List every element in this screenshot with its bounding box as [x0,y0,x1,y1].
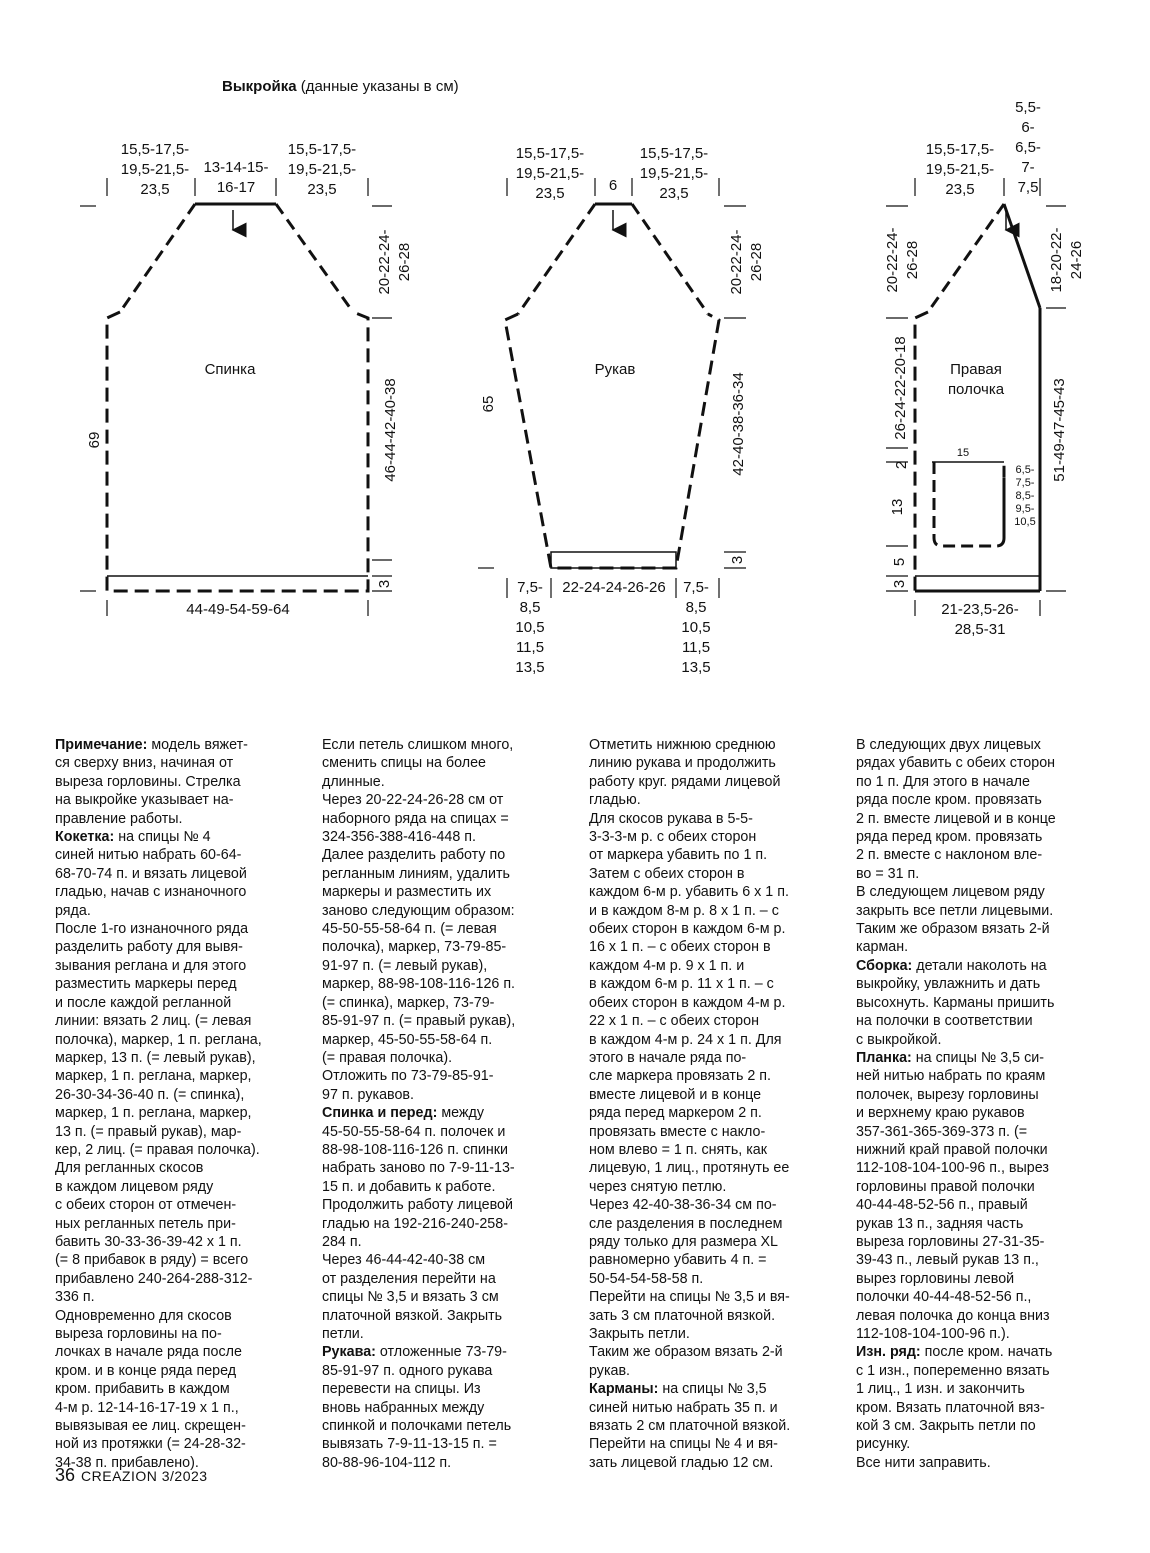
instructions-text-3: Отметить нижнюю среднюю линию рукава и продолжить работу круг. рядами лицевой гладью. Для скосов рукава в 5-5- 3-3-3-м р. с обеих сторон от маркера убавить по 1 п. Затем с обеих сторон в каждом 6-м р. убавить 6 х 1 п. и в каждом 8-м р. 8 х 1 п. – с обеих сторон в каждом 6-м р. 16 х 1 п. – с обеих сторон в каждом 4-м р. 9 х 1 п. и в каждом 6-м р. 11 х 1 п. – с обеих сторон в каждом 4-м р. 22 х 1 п. – с обеих сторон в каждом 4-м р. 24 х 1 п. Для этого в начале ряда по- сле маркера провязать 2 п. вместе лицевой и в конце ряда перед маркером 2 п. провязать вместе с накло- ном влево = 1 п. снять, как лицевую, 1 лиц., протянуть ее через снятую петлю. Через 42-40-38-36-34 см по- сле разделения в последнем ряду только для размера XL равномерно убавить 4 п. = 50-54-54-58-58 п. Перейти на спицы № 3,5 и вя- зать 3 см платочной вязкой. Закрыть петли. Таким же образом вязать 2-й рукав. Карманы: на спицы № 3,5 синей нитью набрать 35 п. и вязать 2 см платочной вязкой. Перейти на спицы № 4 и вя- зать лицевой гладью 12 см. [589,737,791,1471]
back-band-label: 3 [376,579,393,589]
instructions-column-2 [322,736,567,1472]
back-raglan-label: 20-22-24- 26-28 [376,229,413,295]
front-pocket [932,462,1004,546]
instructions-column-3 [589,736,834,1472]
instructions-column-4 [856,736,1101,1472]
front-left-side-label: 26-24-22-20-18 [892,336,909,440]
back-width-label: 44-49-54-59-64 [186,601,290,618]
front-width-label: 21-23,5-26- 28,5-31 [941,601,1019,638]
front-pocket-gap-label: 2 [893,460,910,470]
sleeve-top-width-label: 6 [608,177,618,194]
sleeve-bottom-right-label: 7,5- 8,5 10,5 11,5 13,5 [681,579,711,676]
sleeve-cuff-width-label: 22-24-24-26-26 [562,579,666,596]
pattern-title-note: (данные указаны в см) [300,78,459,95]
sleeve-top-left-label: 15,5-17,5- 19,5-21,5- 23,5 [515,145,585,202]
front-pocket-side-label: 6,5- 7,5- 8,5- 9,5- 10,5 [1014,464,1036,528]
instructions-column-1 [55,736,300,1472]
instructions-text-1: Примечание: модель вяжет- ся сверху вниз, начиная от выреза горловины. Стрелка на выкройке указывает на- правление работы. Кокетка: на спицы № 4 синей нитью набрать 60-64- 68-70-74 п. и вязать лицевой гладью, начав с изнаночного ряда. После 1-го изнаночного ряда разделить работу для вывя- зывания реглана и для этого разместить маркеры перед и после каждой регланной линии: вязать 2 лиц. (= левая полочка), маркер, 1 п. реглана, маркер, 13 п. (= левый рукав), маркер, 1 п. реглана, маркер, 26-30-34-36-40 п. (= спинка), маркер, 1 п. реглана, маркер, 13 п. (= правый рукав), мар- кер, 2 лиц. (= правая полочка). Для регланных скосов в каждом лицевом ряду с обеих сторон от отмечен- ных регланных петель при- бавить 30-33-36-39-42 х 1 п. (= 8 прибавок в ряду) = всего прибавлено 240-264-288-312- 336 п. Одновременно для скосов выреза горловины на по- лочках в начале ряда после кром. и в конце ряда перед кром. прибавить в каждом 4-м р. 12-14-16-17-19 х 1 п., вывязывая ее лиц. скрещен- ной из протяжки (= 24-28-32- 34-38 п. прибавлено). [55,737,262,1471]
sleeve-bottom-left-label: 7,5- 8,5 10,5 11,5 13,5 [515,579,545,676]
front-pocket-height-label: 13 [889,498,906,516]
instructions-text-2: Если петель слишком много, сменить спицы на более длинные. Через 20-22-24-26-28 см от наборного ряда на спицах = 324-356-388-416-448 п. Далее разделить работу по регланным линиям, удалить маркеры и разместить их заново следующим образом: 45-50-55-58-64 п. (= левая полочка), маркер, 73-79-85- 91-97 п. (= левый рукав), маркер, 88-98-108-116-126 п. (= спинка), маркер, 73-79- 85-91-97 п. (= правый рукав), маркер, 45-50-55-58-64 п. (= правая полочка). Отложить по 73-79-85-91- 97 п. рукавов. Спинка и перед: между 45-50-55-58-64 п. полочек и 88-98-108-116-126 п. спинки набрать заново по 7-9-11-13- 15 п. и добавить к работе. Продолжить работу лицевой гладью на 192-216-240-258- 284 п. Через 46-44-42-40-38 см от разделения перейти на спицы № 3,5 и вязать 3 см платочной вязкой. Закрыть петли. Рукава: отложенные 73-79- 85-91-97 п. одного рукава перевести на спицы. Из вновь набранных между спинкой и полочками петель вывязать 7-9-11-13-15 п. = 80-88-96-104-112 п. [322,737,516,1471]
front-right-side-label: 51-49-47-45-43 [1051,378,1068,482]
sleeve-band-label: 3 [729,555,746,565]
page-footer [55,1465,208,1486]
sleeve-total-length-label: 65 [480,395,497,413]
back-neck-width-label: 13-14-15- 16-17 [203,159,269,196]
front-below-pocket-label: 5 [891,557,908,567]
sleeve-raglan-label: 20-22-24- 26-28 [728,229,765,295]
back-total-length-label: 69 [86,431,103,449]
back-outline [107,204,368,591]
page-number: 36 [55,1465,76,1485]
back-dimension-ticks [80,178,392,616]
front-left-raglan-label: 20-22-24- 26-28 [884,227,921,293]
front-right-top-label: 18-20-22- 24-26 [1048,227,1085,293]
back-side-label: 46-44-42-40-38 [382,378,399,482]
front-piece-name: Правая полочка [947,361,1005,398]
magazine-issue: CREAZION 3/2023 [81,1468,208,1484]
front-pocket-width-label: 15 [956,447,970,459]
pattern-title-bold: Выкройка [222,78,297,95]
sleeve-outline [505,204,719,568]
sleeve-piece-name: Рукав [594,361,636,378]
instructions-text-4: В следующих двух лицевых рядах убавить с обеих сторон по 1 п. Для этого в начале ряда после кром. провязать 2 п. вместе лицевой и в конце ряда перед кром. провязать 2 п. вместе с наклоном вле- во = 31 п. В следующем лицевом ряду закрыть все петли лицевыми. Таким же образом вязать 2-й карман. Сборка: детали наколоть на выкройку, увлажнить и дать высохнуть. Карманы пришить на полочки в соответствии с выкройкой. Планка: на спицы № 3,5 си- ней нитью набрать по краям полочек, вырезу горловины и верхнему краю рукавов 357-361-365-369-373 п. (= нижний край правой полочки 112-108-104-100-96 п., вырез горловины правой полочки 40-44-48-52-56 п., правый рукав 13 п., задняя часть выреза горловины 27-31-35- 39-43 п., левый рукав 13 п., вырез горловины левой полочки 40-44-48-52-56 п., левая полочка до конца вниз 112-108-104-100-96 п.). Изн. ряд: после кром. начать с 1 изн., попеременно вязать 1 лиц., 1 изн. и закончить кром. Вязать платочной вяз- кой 3 см. Закрыть петли по рисунку. Все нити заправить. [856,737,1056,1471]
back-piece-name: Спинка [204,361,256,378]
sleeve-side-label: 42-40-38-36-34 [730,372,747,476]
back-top-right-label: 15,5-17,5- 19,5-21,5- 23,5 [287,141,357,198]
sleeve-top-right-label: 15,5-17,5- 19,5-21,5- 23,5 [639,145,709,202]
front-band-label: 3 [891,579,908,589]
front-top-left-label: 15,5-17,5- 19,5-21,5- 23,5 [925,141,995,198]
front-top-right-label: 5,5- 6- 6,5- 7- 7,5 [1015,99,1041,196]
back-top-left-label: 15,5-17,5- 19,5-21,5- 23,5 [120,141,190,198]
